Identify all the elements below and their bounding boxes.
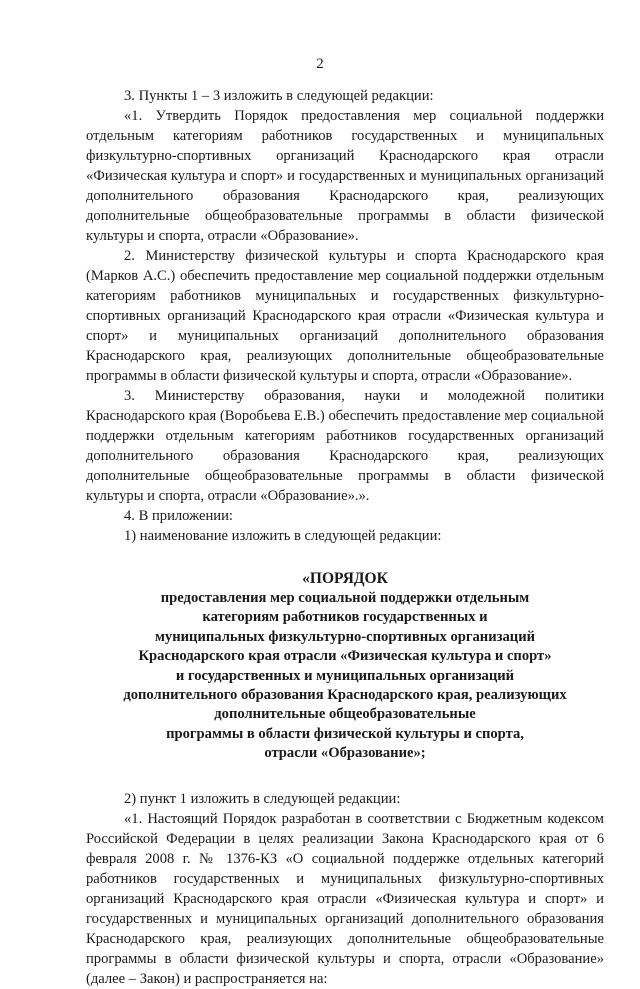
paragraph-point-3: 3. Министерству образования, науки и молодежной политики Краснодарского края (Воробьева Е.В.) обеспечить предоставление мер социальной поддержки отдельным категориям работников государственных организаций дополнительного образования Краснодарского края, реализующих дополнительные общеобразовательные программы в области физической культуры и спорта, отрасли «Образование».». <box>86 388 604 504</box>
procedure-title-line: предоставления мер социальной поддержки отдельным <box>160 590 530 606</box>
procedure-title-line: и государственных и муниципальных организаций <box>175 667 515 684</box>
paragraph-point-2: 2. Министерству физической культуры и спорта Краснодарского края (Марков А.С.) обеспечить предоставление мер социальной поддержки отдельным категориям работников муниципальных и государственных физкультурно-спортивных организаций Краснодарского края отрасли «Физическая культура и спорт» и муниципальных организаций дополнительного образования Краснодарского края, реализующих дополнительные общеобразовательные программы в области физической культуры и спорта, отрасли «Образование». <box>86 248 604 384</box>
procedure-title-line: отрасли «Образование»; <box>264 745 426 762</box>
procedure-title-main: «ПОРЯДОК <box>302 570 388 587</box>
procedure-title-line: дополнительного образования Краснодарского края, реализующих <box>123 687 567 704</box>
procedure-title-line: Краснодарского края отрасли «Физическая культура и спорт» <box>138 648 552 665</box>
paragraph-subitem-1: 1) наименование изложить в следующей редакции: <box>124 528 442 544</box>
paragraph-procedure-point-1: «1. Настоящий Порядок разработан в соответствии с Бюджетным кодексом Российской Федерации в целях реализации Закона Краснодарского края от 6 февраля 2008 г. № 1376-КЗ «О социальной поддержке отдельных категорий работников государственных и муниципальных физкультурно-спортивных организаций Краснодарского края отрасли «Физическая культура и спорт» и государственных и муниципальных организаций дополнительного образования Краснодарского края, реализующих дополнительные общеобразовательные программы в области физической культуры и спорта, отрасли «Образование» (далее – Закон) и распространяется на: <box>86 810 604 987</box>
paragraph-item-3-heading: 3. Пункты 1 – 3 изложить в следующей редакции: <box>124 88 434 104</box>
procedure-title-line: муниципальных физкультурно-спортивных организаций <box>154 628 536 645</box>
paragraph-point-1: «1. Утвердить Порядок предоставления мер социальной поддержки отдельным категориям работников государственных и муниципальных физкультурно-спортивных организаций Краснодарского края отрасли «Физическая культура и спорт» и государственных и муниципальных организаций дополнительного образования Краснодарского края, реализующих дополнительные общеобразовательные программы в области физической культуры и спорта, отрасли «Образование». <box>86 108 604 244</box>
procedure-title <box>86 568 604 764</box>
procedure-title-line: категориям работников государственных и <box>202 609 488 626</box>
document-body <box>86 86 604 989</box>
procedure-title-line: дополнительные общеобразовательные <box>214 706 476 723</box>
paragraph-subitem-2: 2) пункт 1 изложить в следующей редакции: <box>124 790 401 807</box>
after-title-section <box>86 789 604 989</box>
paragraph-item-4-heading: 4. В приложении: <box>124 508 233 524</box>
procedure-title-line: программы в области физической культуры и спорта, <box>166 725 524 742</box>
page-number: 2 <box>316 56 324 72</box>
